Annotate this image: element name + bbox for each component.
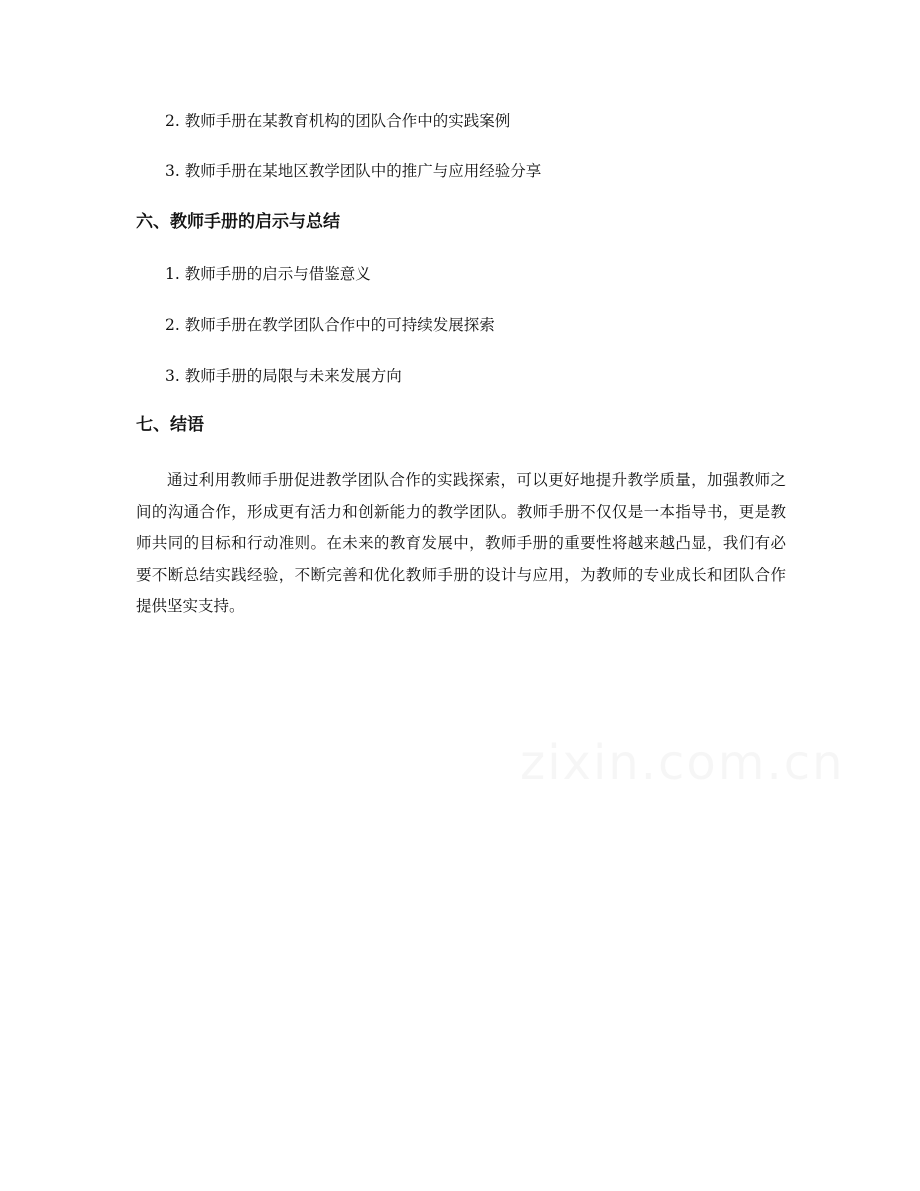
- list-item: 2. 教师手册在某教育机构的团队合作中的实践案例: [165, 112, 511, 130]
- watermark: [520, 735, 845, 791]
- list-item: 2. 教师手册在教学团队合作中的可持续发展探索: [165, 316, 495, 334]
- section-heading: 六、教师手册的启示与总结: [136, 212, 340, 232]
- conclusion-paragraph: 通过利用教师手册促进教学团队合作的实践探索，可以更好地提升教学质量，加强教师之间的沟通合作，形成更有活力和创新能力的教学团队。教师手册不仅仅是一本指导书，更是教师共同的目标和行动准则。在未来的教育发展中，教师手册的重要性将越来越凸显，我们有必要不断总结实践经验，不断完善和优化教师手册的设计与应用，为教师的专业成长和团队合作提供坚实支持。: [136, 471, 786, 615]
- list-item: 3. 教师手册在某地区教学团队中的推广与应用经验分享: [165, 162, 542, 180]
- list-item: 3. 教师手册的局限与未来发展方向: [165, 367, 402, 385]
- section-heading: 七、结语: [136, 415, 204, 435]
- list-item: 1. 教师手册的启示与借鉴意义: [165, 265, 371, 283]
